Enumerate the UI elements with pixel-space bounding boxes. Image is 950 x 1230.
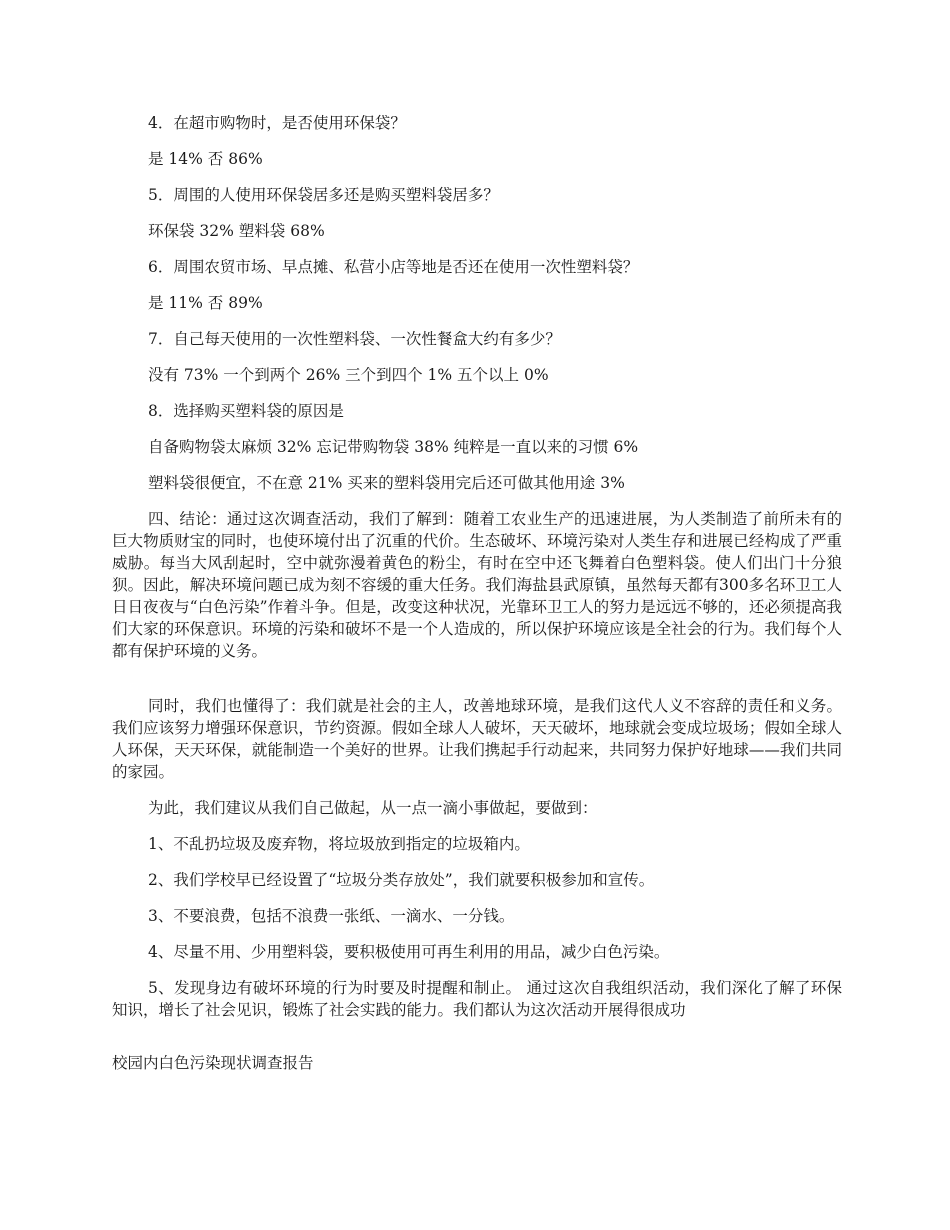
suggestion-intro: 为此，我们建议从我们自己做起，从一点一滴小事做起，要做到： [148, 799, 598, 817]
survey-answer-8-line-2: 塑料袋很便宜，不在意 21% 买来的塑料袋用完后还可做其他用途 3% [148, 474, 625, 492]
understanding-paragraph: 同时，我们也懂得了：我们就是社会的主人，改善地球环境，是我们这代人义不容辞的责任和义务。我们应该努力增强环保意识，节约资源。假如全球人人破坏，天天破坏，地球就会变成垃圾场；假如全球人人环保，天天环保，就能制造一个美好的世界。让我们携起手行动起来，共同努力保护好地球——我们共同的家园。 [112, 697, 842, 781]
survey-question-7: 7．自己每天使用的一次性塑料袋、一次性餐盒大约有多少？ [148, 330, 561, 348]
suggestion-item-4: 4、尽量不用、少用塑料袋，要积极使用可再生利用的用品，减少白色污染。 [148, 943, 670, 961]
suggestion-item-3: 3、不要浪费，包括不浪费一张纸、一滴水、一分钱。 [148, 907, 515, 925]
next-report-title: 校园内白色污染现状调查报告 [112, 1054, 314, 1072]
survey-question-4: 4．在超市购物时，是否使用环保袋？ [148, 114, 406, 132]
survey-question-5: 5．周围的人使用环保袋居多还是购买塑料袋居多？ [148, 186, 499, 204]
survey-answer-8-line-1: 自备购物袋太麻烦 32% 忘记带购物袋 38% 纯粹是一直以来的习惯 6% [148, 438, 639, 456]
survey-answer-7: 没有 73% 一个到两个 26% 三个到四个 1% 五个以上 0% [148, 366, 549, 384]
conclusion-paragraph: 四、结论：通过这次调查活动，我们了解到：随着工农业生产的迅速进展，为人类制造了前所未有的巨大物质财宝的同时，也使环境付出了沉重的代价。生态破坏、环境污染对人类生存和进展已经构成了严重威胁。每当大风刮起时，空中就弥漫着黄色的粉尘，有时在空中还飞舞着白色塑料袋。使人们出门十分狼狈。因此，解决环境问题已成为刻不容缓的重大任务。我们海盐县武原镇，虽然每天都有300多名环卫工人日日夜夜与“白色污染”作着斗争。但是，改变这种状况，光靠环卫工人的努力是远远不够的，还必须提高我们大家的环保意识。环境的污染和破坏不是一个人造成的，所以保护环境应该是全社会的行为。我们每个人都有保护环境的义务。 [112, 510, 842, 660]
suggestion-item-2: 2、我们学校早已经设置了“垃圾分类存放处”，我们就要积极参加和宣传。 [148, 871, 655, 889]
survey-answer-6: 是 11% 否 89% [148, 294, 263, 312]
survey-question-8: 8．选择购买塑料袋的原因是 [148, 402, 344, 420]
suggestion-item-1: 1、不乱扔垃圾及废弃物，将垃圾放到指定的垃圾箱内。 [148, 835, 530, 853]
survey-answer-5: 环保袋 32% 塑料袋 68% [148, 222, 325, 240]
suggestion-item-5: 5、发现身边有破坏环境的行为时要及时提醒和制止。 通过这次自我组织活动，我们深化了解了环保知识，增长了社会见识，锻炼了社会实践的能力。我们都认为这次活动开展得很成功 [112, 979, 842, 1019]
survey-question-6: 6．周围农贸市场、早点摊、私营小店等地是否还在使用一次性塑料袋？ [148, 258, 639, 276]
survey-answer-4: 是 14% 否 86% [148, 150, 263, 168]
